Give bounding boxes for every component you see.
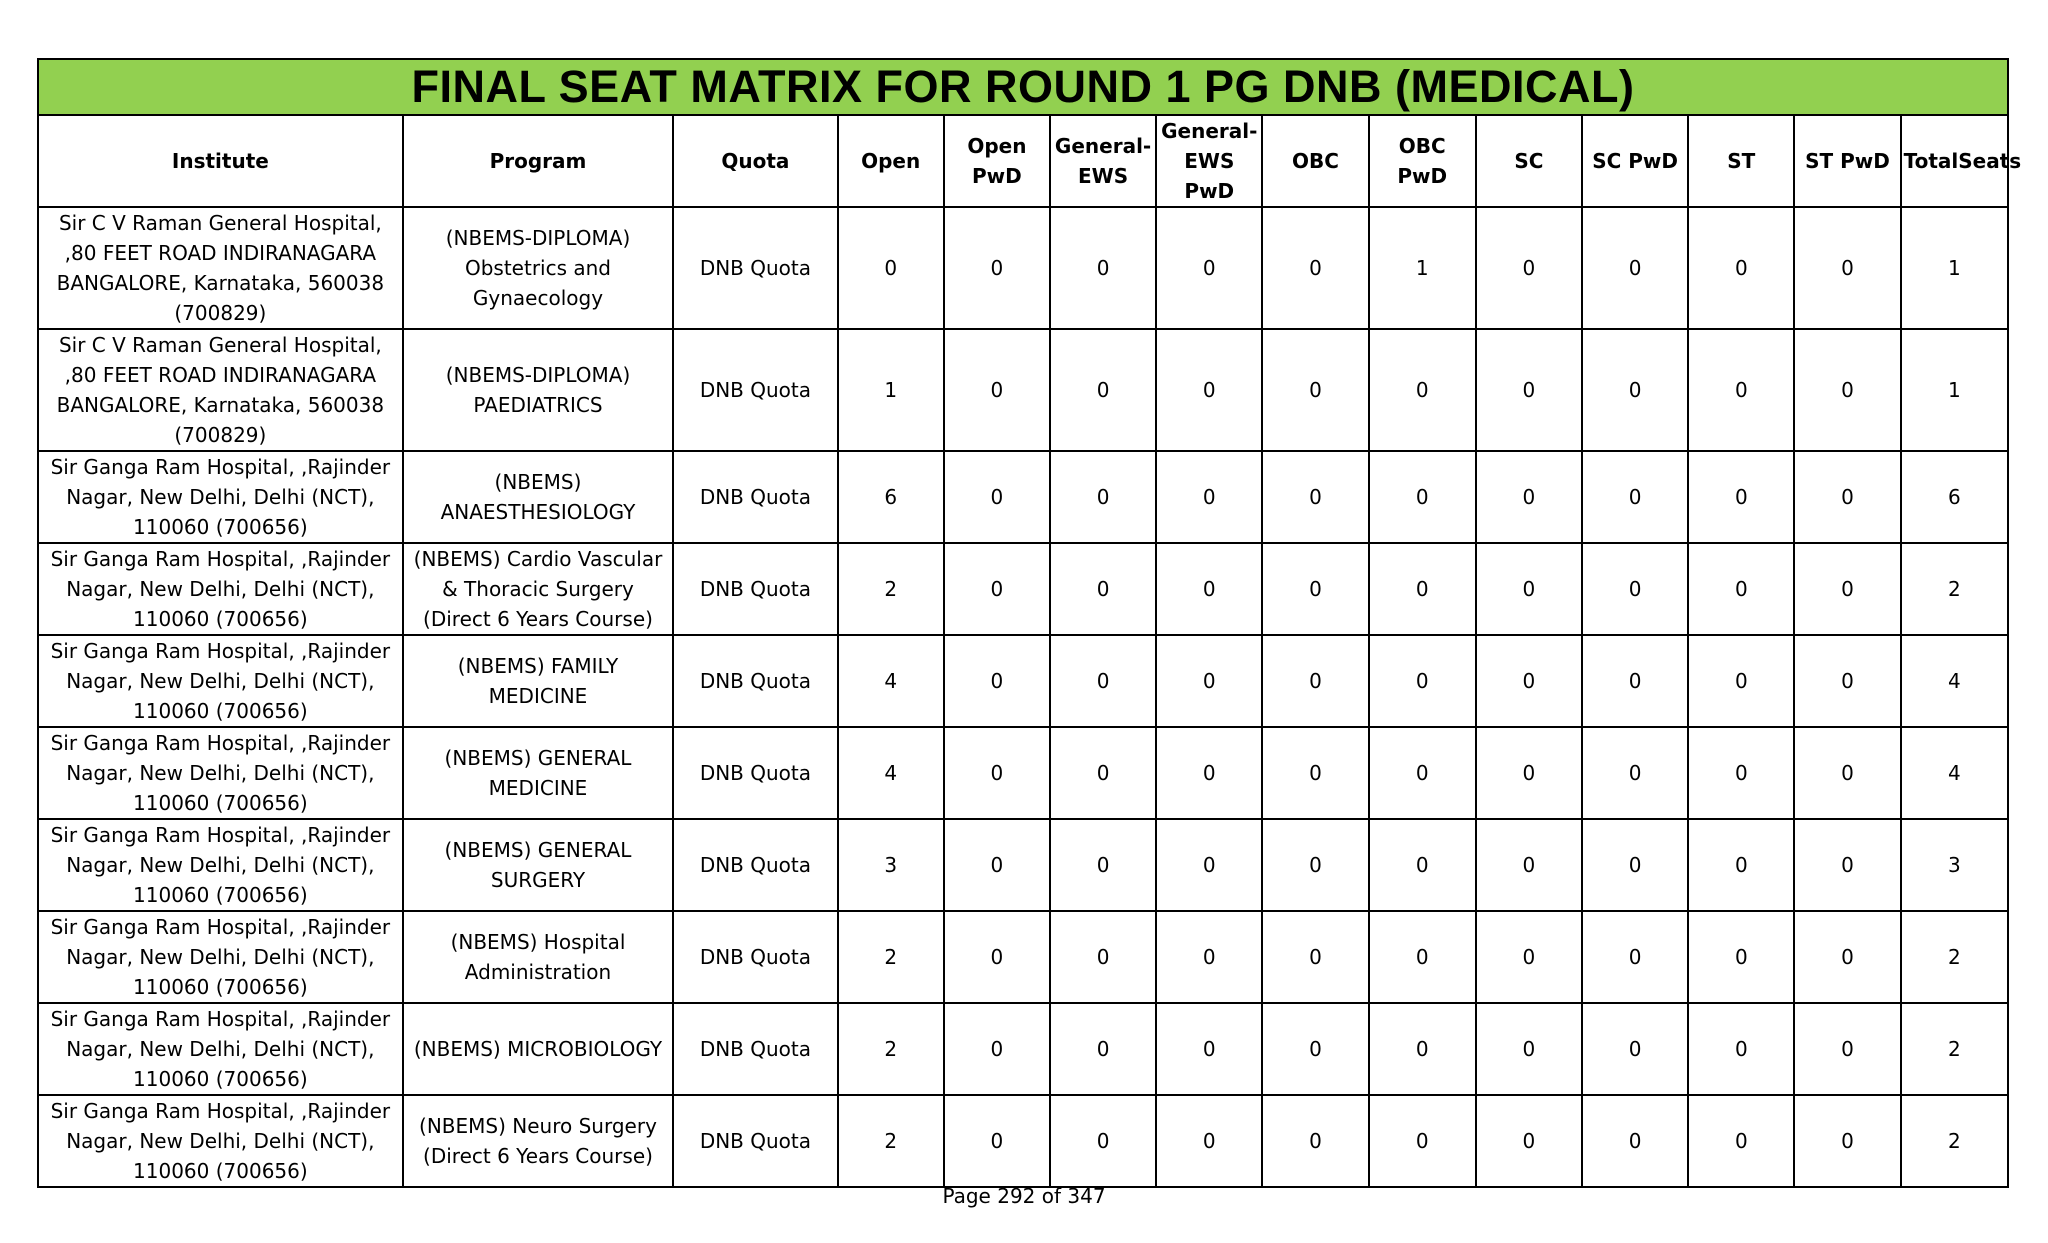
open-cell: 3 — [838, 819, 944, 911]
st-pwd-cell: 0 — [1794, 635, 1900, 727]
quota-cell: DNB Quota — [673, 727, 837, 819]
sc-cell: 0 — [1476, 635, 1582, 727]
general-ews-cell: 0 — [1050, 727, 1156, 819]
st-pwd-cell: 0 — [1794, 329, 1900, 451]
institute-cell: Sir Ganga Ram Hospital, ,Rajinder Nagar, New Delhi, Delhi (NCT), 110060 (700656) — [38, 1095, 403, 1187]
program-cell: (NBEMS) Cardio Vascular & Thoracic Surgery (Direct 6 Years Course) — [403, 543, 674, 635]
open-cell: 4 — [838, 635, 944, 727]
open-cell: 6 — [838, 451, 944, 543]
obc-cell: 0 — [1262, 1095, 1368, 1187]
institute-cell: Sir Ganga Ram Hospital, ,Rajinder Nagar, New Delhi, Delhi (NCT), 110060 (700656) — [38, 727, 403, 819]
quota-cell: DNB Quota — [673, 207, 837, 329]
st-cell: 0 — [1688, 911, 1794, 1003]
sc-cell: 0 — [1476, 207, 1582, 329]
quota-cell: DNB Quota — [673, 635, 837, 727]
table-body — [38, 207, 2008, 1187]
total-seats-cell: 4 — [1901, 635, 2008, 727]
sc-pwd-cell: 0 — [1582, 1095, 1688, 1187]
header-obc-pwd: OBC PwD — [1369, 115, 1476, 207]
table-row — [38, 819, 2008, 911]
st-pwd-cell: 0 — [1794, 1095, 1900, 1187]
open-pwd-cell: 0 — [944, 543, 1050, 635]
st-pwd-cell: 0 — [1794, 543, 1900, 635]
header-obc: OBC — [1262, 115, 1368, 207]
general-ews-cell: 0 — [1050, 207, 1156, 329]
open-pwd-cell: 0 — [944, 329, 1050, 451]
st-pwd-cell: 0 — [1794, 451, 1900, 543]
open-pwd-cell: 0 — [944, 819, 1050, 911]
st-cell: 0 — [1688, 635, 1794, 727]
open-cell: 2 — [838, 1003, 944, 1095]
st-pwd-cell: 0 — [1794, 819, 1900, 911]
open-pwd-cell: 0 — [944, 1095, 1050, 1187]
general-ews-cell: 0 — [1050, 819, 1156, 911]
general-ews-cell: 0 — [1050, 1003, 1156, 1095]
general-ews-cell: 0 — [1050, 911, 1156, 1003]
program-cell: (NBEMS) GENERAL SURGERY — [403, 819, 674, 911]
open-pwd-cell: 0 — [944, 451, 1050, 543]
general-ews-pwd-cell: 0 — [1156, 727, 1262, 819]
obc-pwd-cell: 0 — [1369, 819, 1476, 911]
sc-pwd-cell: 0 — [1582, 207, 1688, 329]
institute-cell: Sir Ganga Ram Hospital, ,Rajinder Nagar, New Delhi, Delhi (NCT), 110060 (700656) — [38, 1003, 403, 1095]
st-cell: 0 — [1688, 1003, 1794, 1095]
open-pwd-cell: 0 — [944, 911, 1050, 1003]
general-ews-pwd-cell: 0 — [1156, 329, 1262, 451]
header-institute: Institute — [38, 115, 403, 207]
sc-pwd-cell: 0 — [1582, 635, 1688, 727]
st-pwd-cell: 0 — [1794, 1003, 1900, 1095]
institute-cell: Sir Ganga Ram Hospital, ,Rajinder Nagar, New Delhi, Delhi (NCT), 110060 (700656) — [38, 635, 403, 727]
table-row — [38, 635, 2008, 727]
total-seats-cell: 2 — [1901, 1003, 2008, 1095]
seat-matrix-table — [37, 58, 2022, 1188]
table-row — [38, 543, 2008, 635]
general-ews-pwd-cell: 0 — [1156, 451, 1262, 543]
header-general-ews: General- EWS — [1050, 115, 1156, 207]
open-pwd-cell: 0 — [944, 207, 1050, 329]
column-header-row — [38, 115, 2008, 207]
table-row — [38, 329, 2008, 451]
program-cell: (NBEMS-DIPLOMA) PAEDIATRICS — [403, 329, 674, 451]
header-general-ews-pwd: General- EWS PwD — [1156, 115, 1262, 207]
general-ews-pwd-cell: 0 — [1156, 1095, 1262, 1187]
table-row — [38, 727, 2008, 819]
obc-cell: 0 — [1262, 1003, 1368, 1095]
total-seats-cell: 1 — [1901, 207, 2008, 329]
quota-cell: DNB Quota — [673, 329, 837, 451]
obc-pwd-cell: 0 — [1369, 727, 1476, 819]
sc-cell: 0 — [1476, 727, 1582, 819]
header-program: Program — [403, 115, 674, 207]
st-cell: 0 — [1688, 451, 1794, 543]
sc-pwd-cell: 0 — [1582, 1003, 1688, 1095]
institute-cell: Sir Ganga Ram Hospital, ,Rajinder Nagar, New Delhi, Delhi (NCT), 110060 (700656) — [38, 451, 403, 543]
st-cell: 0 — [1688, 1095, 1794, 1187]
obc-cell: 0 — [1262, 451, 1368, 543]
total-seats-cell: 2 — [1901, 1095, 2008, 1187]
sc-cell: 0 — [1476, 1095, 1582, 1187]
quota-cell: DNB Quota — [673, 1095, 837, 1187]
obc-pwd-cell: 0 — [1369, 1003, 1476, 1095]
total-seats-cell: 2 — [1901, 911, 2008, 1003]
program-cell: (NBEMS) Hospital Administration — [403, 911, 674, 1003]
header-st-pwd: ST PwD — [1794, 115, 1900, 207]
general-ews-pwd-cell: 0 — [1156, 635, 1262, 727]
sc-pwd-cell: 0 — [1582, 911, 1688, 1003]
institute-cell: Sir C V Raman General Hospital, ,80 FEET ROAD INDIRANAGARA BANGALORE, Karnataka, 560038 (700829) — [38, 329, 403, 451]
st-cell: 0 — [1688, 543, 1794, 635]
institute-cell: Sir Ganga Ram Hospital, ,Rajinder Nagar, New Delhi, Delhi (NCT), 110060 (700656) — [38, 543, 403, 635]
obc-pwd-cell: 0 — [1369, 1095, 1476, 1187]
total-seats-cell: 4 — [1901, 727, 2008, 819]
program-cell: (NBEMS) ANAESTHESIOLOGY — [403, 451, 674, 543]
sc-pwd-cell: 0 — [1582, 451, 1688, 543]
total-seats-cell: 6 — [1901, 451, 2008, 543]
sc-cell: 0 — [1476, 329, 1582, 451]
general-ews-cell: 0 — [1050, 451, 1156, 543]
general-ews-pwd-cell: 0 — [1156, 543, 1262, 635]
st-pwd-cell: 0 — [1794, 727, 1900, 819]
obc-pwd-cell: 0 — [1369, 451, 1476, 543]
st-pwd-cell: 0 — [1794, 911, 1900, 1003]
header-total-seats: TotalSeats — [1901, 115, 2008, 207]
open-cell: 2 — [838, 911, 944, 1003]
open-pwd-cell: 0 — [944, 1003, 1050, 1095]
header-quota: Quota — [673, 115, 837, 207]
obc-cell: 0 — [1262, 543, 1368, 635]
general-ews-cell: 0 — [1050, 543, 1156, 635]
general-ews-cell: 0 — [1050, 329, 1156, 451]
program-cell: (NBEMS) Neuro Surgery (Direct 6 Years Course) — [403, 1095, 674, 1187]
open-cell: 0 — [838, 207, 944, 329]
quota-cell: DNB Quota — [673, 819, 837, 911]
table-row — [38, 207, 2008, 329]
obc-cell: 0 — [1262, 911, 1368, 1003]
sc-pwd-cell: 0 — [1582, 543, 1688, 635]
general-ews-cell: 0 — [1050, 635, 1156, 727]
sc-pwd-cell: 0 — [1582, 819, 1688, 911]
st-cell: 0 — [1688, 207, 1794, 329]
open-pwd-cell: 0 — [944, 727, 1050, 819]
sc-cell: 0 — [1476, 819, 1582, 911]
total-seats-cell: 1 — [1901, 329, 2008, 451]
seat-matrix-sheet — [37, 58, 2022, 1188]
table-row — [38, 911, 2008, 1003]
st-cell: 0 — [1688, 727, 1794, 819]
obc-cell: 0 — [1262, 635, 1368, 727]
table-row — [38, 1003, 2008, 1095]
program-cell: (NBEMS) MICROBIOLOGY — [403, 1003, 674, 1095]
obc-pwd-cell: 0 — [1369, 635, 1476, 727]
quota-cell: DNB Quota — [673, 1003, 837, 1095]
general-ews-cell: 0 — [1050, 1095, 1156, 1187]
st-pwd-cell: 0 — [1794, 207, 1900, 329]
table-row — [38, 451, 2008, 543]
total-seats-cell: 2 — [1901, 543, 2008, 635]
open-cell: 2 — [838, 1095, 944, 1187]
header-sc-pwd: SC PwD — [1582, 115, 1688, 207]
total-seats-cell: 3 — [1901, 819, 2008, 911]
sc-pwd-cell: 0 — [1582, 329, 1688, 451]
sc-cell: 0 — [1476, 451, 1582, 543]
sc-pwd-cell: 0 — [1582, 727, 1688, 819]
open-cell: 1 — [838, 329, 944, 451]
sc-cell: 0 — [1476, 911, 1582, 1003]
header-open: Open — [838, 115, 944, 207]
program-cell: (NBEMS) GENERAL MEDICINE — [403, 727, 674, 819]
general-ews-pwd-cell: 0 — [1156, 207, 1262, 329]
open-cell: 4 — [838, 727, 944, 819]
quota-cell: DNB Quota — [673, 911, 837, 1003]
obc-pwd-cell: 0 — [1369, 543, 1476, 635]
st-cell: 0 — [1688, 819, 1794, 911]
general-ews-pwd-cell: 0 — [1156, 819, 1262, 911]
quota-cell: DNB Quota — [673, 451, 837, 543]
table-row — [38, 1095, 2008, 1187]
institute-cell: Sir C V Raman General Hospital, ,80 FEET ROAD INDIRANAGARA BANGALORE, Karnataka, 560038 (700829) — [38, 207, 403, 329]
page-number: Page 292 of 347 — [942, 1184, 1106, 1208]
obc-cell: 0 — [1262, 329, 1368, 451]
open-pwd-cell: 0 — [944, 635, 1050, 727]
open-cell: 2 — [838, 543, 944, 635]
obc-pwd-cell: 0 — [1369, 329, 1476, 451]
institute-cell: Sir Ganga Ram Hospital, ,Rajinder Nagar, New Delhi, Delhi (NCT), 110060 (700656) — [38, 911, 403, 1003]
program-cell: (NBEMS) FAMILY MEDICINE — [403, 635, 674, 727]
sc-cell: 0 — [1476, 543, 1582, 635]
header-sc: SC — [1476, 115, 1582, 207]
general-ews-pwd-cell: 0 — [1156, 1003, 1262, 1095]
general-ews-pwd-cell: 0 — [1156, 911, 1262, 1003]
obc-pwd-cell: 1 — [1369, 207, 1476, 329]
st-cell: 0 — [1688, 329, 1794, 451]
program-cell: (NBEMS-DIPLOMA) Obstetrics and Gynaecology — [403, 207, 674, 329]
obc-cell: 0 — [1262, 819, 1368, 911]
institute-cell: Sir Ganga Ram Hospital, ,Rajinder Nagar, New Delhi, Delhi (NCT), 110060 (700656) — [38, 819, 403, 911]
quota-cell: DNB Quota — [673, 543, 837, 635]
obc-pwd-cell: 0 — [1369, 911, 1476, 1003]
table-title: FINAL SEAT MATRIX FOR ROUND 1 PG DNB (MEDICAL) — [38, 59, 2008, 115]
header-open-pwd: Open PwD — [944, 115, 1050, 207]
sc-cell: 0 — [1476, 1003, 1582, 1095]
obc-cell: 0 — [1262, 207, 1368, 329]
header-st: ST — [1688, 115, 1794, 207]
obc-cell: 0 — [1262, 727, 1368, 819]
